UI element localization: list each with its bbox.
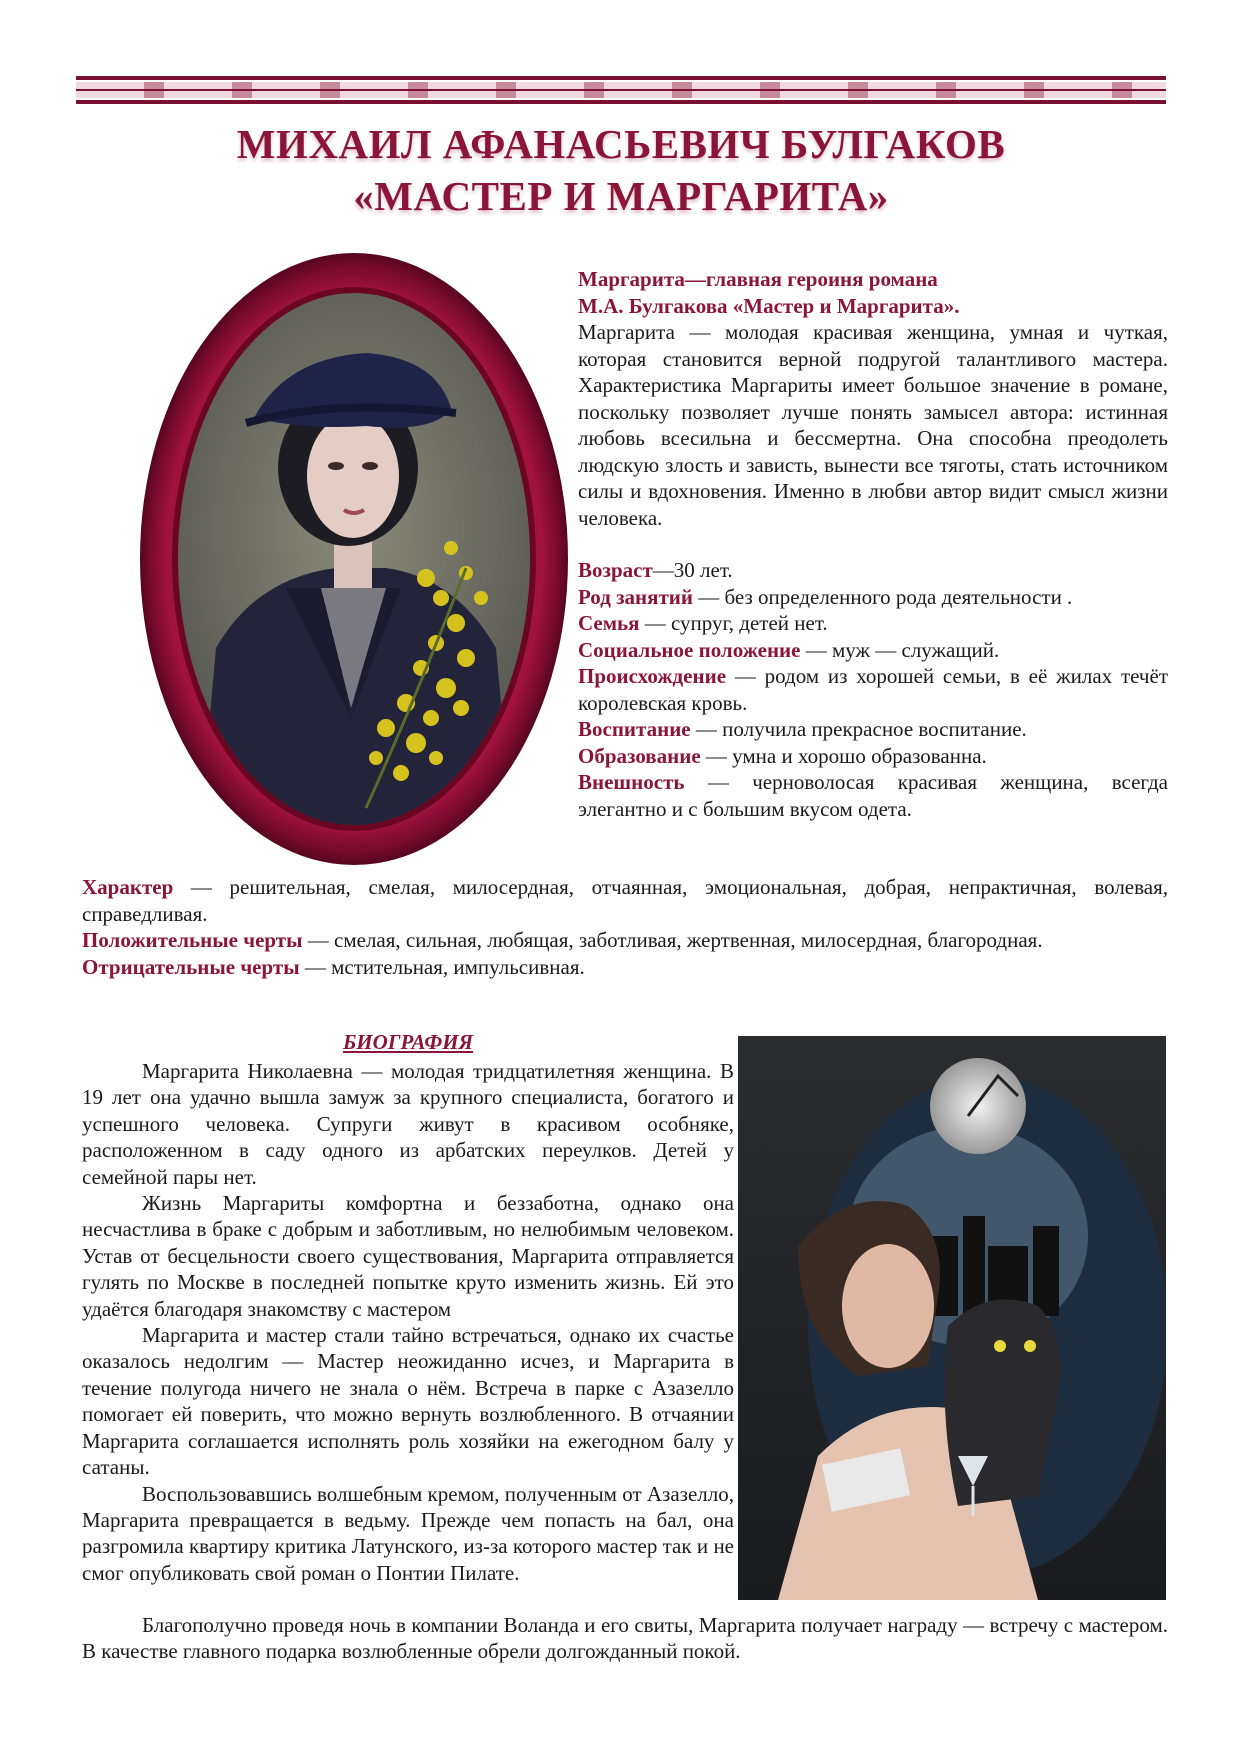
- trait-character: Характер — решительная, смелая, милосердная, отчаянная, эмоциональная, добрая, непрактичная, волевая, справедливая.: [82, 875, 1168, 926]
- intro-text: Маргарита — молодая красивая женщина, умная и чуткая, которая становится верной подругой талантливого мастера. Характеристика Маргариты имеет большое значение в романе, поскольку позволяет лучше понять замысел автора: истинная любовь всесильна и бессмертна. Она способна преодолеть людскую злость и зависть, вынести все тяготы, стать источником силы и вдохновения. Именно в любви автор видит смысл жизни человека.: [578, 320, 1168, 530]
- decorative-border-strip: [76, 76, 1166, 104]
- biography-text: [82, 1058, 734, 1586]
- jacket-artwork: [738, 1036, 1166, 1600]
- bio-paragraph: Маргарита Николаевна — молодая тридцатилетняя женщина. В 19 лет она удачно вышла замуж за крупного специалиста, богатого и успешного человека. Супруги живут в красивом особняке, расположенном в саду одного из арбатских переулков. Детей у семейной пары нет.: [82, 1059, 734, 1189]
- intro-section: [578, 266, 1168, 822]
- attr-education: Образование — умна и хорошо образованна.: [578, 743, 987, 768]
- bio-paragraph: Маргарита и мастер стали тайно встречаться, однако их счастье оказалось недолгим — Мастер неожиданно исчез, и Маргарита в течение полугода ничего не знала о нём. Встреча в парке с Азазелло помогает ей поверить, что можно вернуть возлюбленного. В отчаянии Маргарита соглашается исполнять роль хозяйки на ежегодном балу у сатаны.: [82, 1323, 734, 1480]
- attr-upbringing: Воспитание — получила прекрасное воспитание.: [578, 717, 1027, 741]
- title-novel: «МАСТЕР И МАРГАРИТА»: [353, 173, 889, 219]
- bio-paragraph: Воспользовавшись волшебным кремом, полученным от Азазелло, Маргарита превращается в ведьму. Прежде чем попасть на бал, она разгромила квартиру критика Латунского, из-за которого мастер так и не смог опубликовать свой роман о Понтии Пилате.: [82, 1481, 734, 1585]
- attributes-list: [578, 557, 1168, 822]
- portrait-oval-frame: [136, 248, 572, 870]
- attr-age: Возраст—30 лет.: [578, 558, 733, 582]
- margarita-jacket-artwork-image: [738, 1036, 1166, 1600]
- attr-origin: Происхождение — родом из хорошей семьи, в её жилах течёт королевская кровь.: [578, 664, 1168, 715]
- attr-social-status: Социальное положение — муж — служащий.: [578, 637, 1000, 662]
- intro-lead-line1: Маргарита—главная героиня романа: [578, 267, 938, 291]
- bio-paragraph: Жизнь Маргариты комфортна и беззаботна, однако она несчастлива в браке с добрым и заботливым, но нелюбимым человеком. Устав от бесцельности своего существования, Маргарита отправляется гулять по Москве в последней попытке круто изменить жизнь. Ей это удаётся благодаря знакомству с мастером: [82, 1191, 734, 1321]
- title-author: МИХАИЛ АФАНАСЬЕВИЧ БУЛГАКОВ: [236, 121, 1006, 167]
- trait-negative: Отрицательные черты — мстительная, импульсивная.: [82, 954, 585, 979]
- intro-lead-line2: М.А. Булгакова «Мастер и Маргарита».: [578, 293, 960, 318]
- traits-section: [82, 874, 1168, 980]
- attr-family: Семья — супруг, детей нет.: [578, 611, 828, 635]
- attr-occupation: Род занятий — без определенного рода деятельности .: [578, 584, 1073, 609]
- attr-appearance: Внешность — черноволосая красивая женщина, всегда элегантно и с большим вкусом одета.: [578, 770, 1168, 821]
- margarita-portrait-image: [136, 248, 572, 870]
- trait-positive: Положительные черты — смелая, сильная, любящая, заботливая, жертвенная, милосердная, благородная.: [82, 928, 1043, 952]
- biography-heading: БИОГРАФИЯ: [342, 1030, 474, 1054]
- biography-last: [82, 1612, 1168, 1665]
- page-title: [76, 118, 1166, 222]
- bio-paragraph-last: Благополучно проведя ночь в компании Воланда и его свиты, Маргарита получает награду — встречу с мастером. В качестве главного подарка возлюбленные обрели долгожданный покой.: [82, 1613, 1168, 1664]
